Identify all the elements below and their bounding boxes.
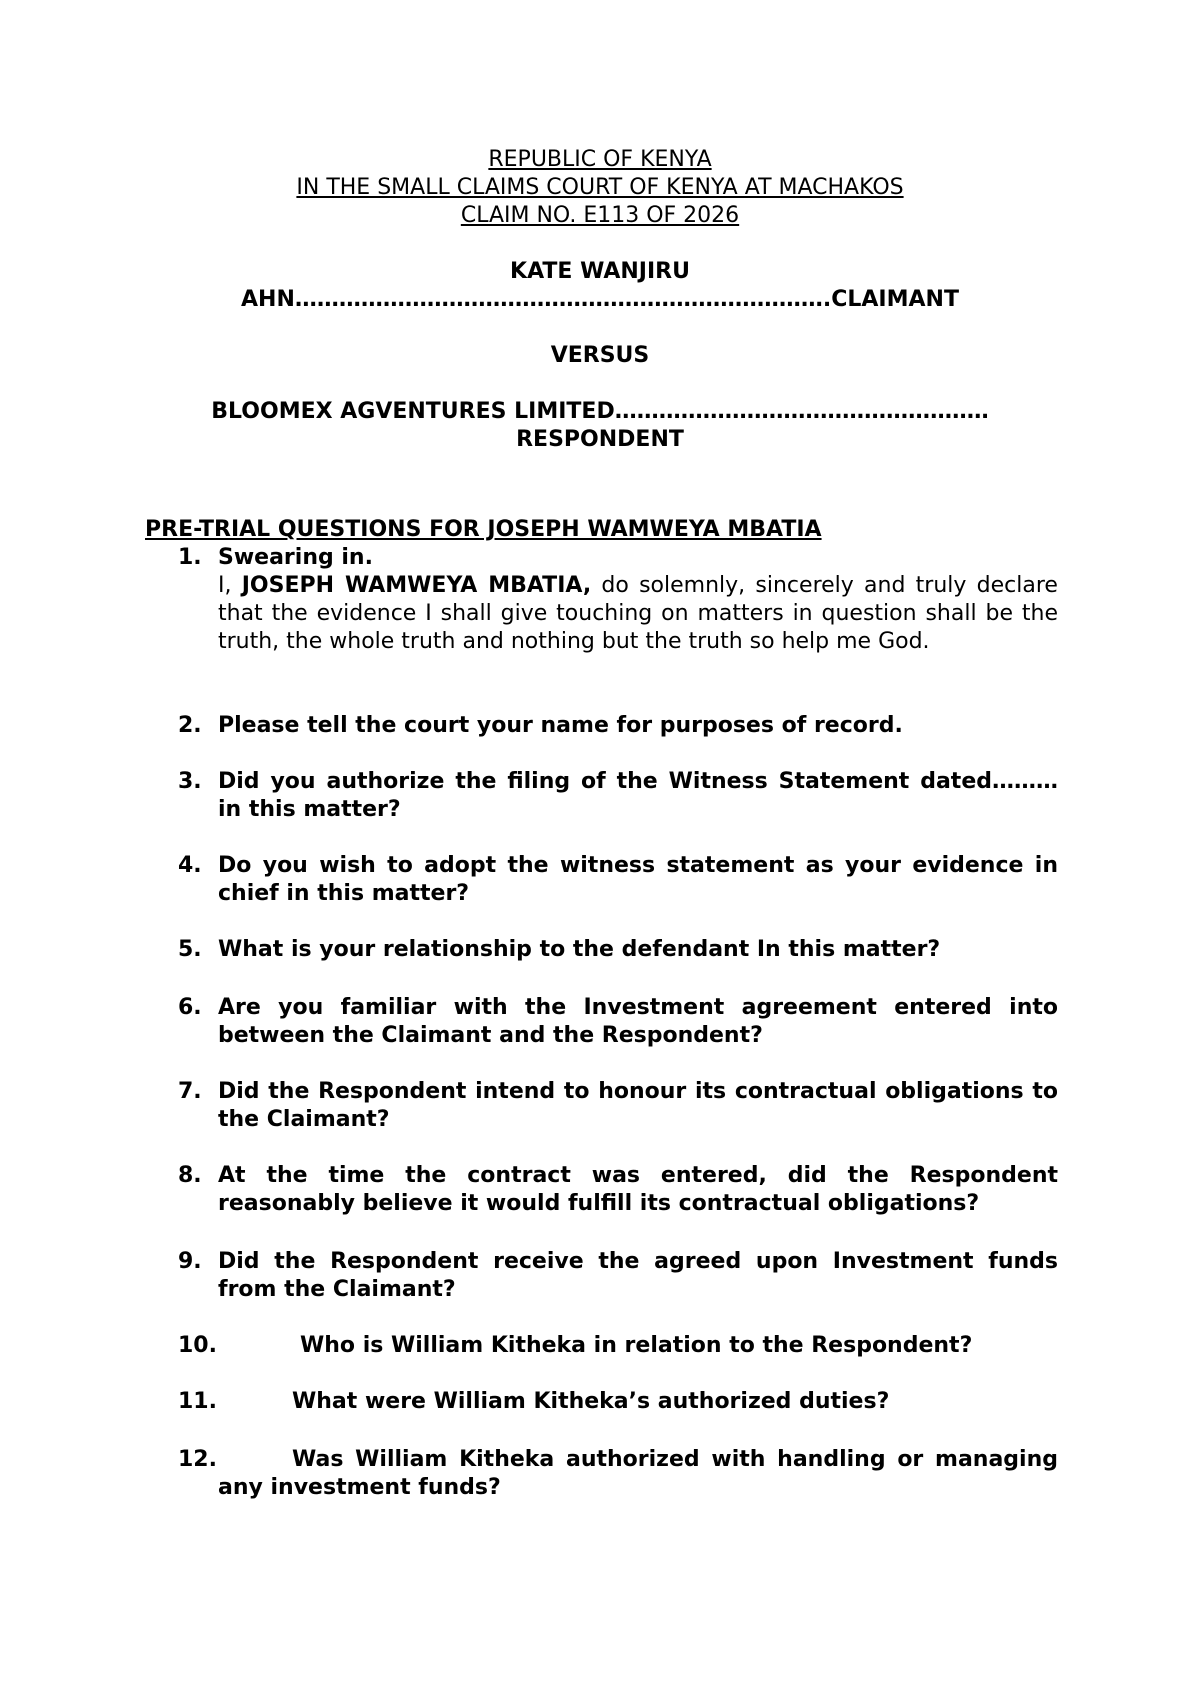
question-text: Do you wish to adopt the witness statement as your evidence in chief in this matter? bbox=[218, 853, 1058, 906]
question-text: Did the Respondent intend to honour its contractual obligations to the Claimant? bbox=[218, 1079, 1058, 1132]
question-number: 11. bbox=[178, 1389, 217, 1414]
question-12 bbox=[178, 1446, 1058, 1502]
question-text: Did you authorize the filing of the Witness Statement dated……… in this matter? bbox=[218, 769, 1058, 822]
oath-name: JOSEPH WAMWEYA MBATIA, bbox=[241, 573, 592, 598]
question-number: 7. bbox=[178, 1079, 202, 1104]
question-text: Who is William Kitheka in relation to the Respondent? bbox=[300, 1333, 973, 1358]
question-text: Please tell the court your name for purposes of record. bbox=[218, 713, 903, 738]
claimant-name: KATE WANJIRU bbox=[510, 259, 690, 284]
question-11 bbox=[178, 1388, 1058, 1416]
question-number: 3. bbox=[178, 769, 202, 794]
claimant-line: AHN……………………………………………………………….CLAIMANT bbox=[241, 287, 959, 312]
oath-prefix: I, bbox=[218, 573, 242, 598]
question-10 bbox=[178, 1332, 1058, 1360]
question-text: What were William Kitheka’s authorized duties? bbox=[292, 1389, 890, 1414]
question-title: Swearing in. bbox=[218, 545, 373, 570]
respondent-line: BLOOMEX AGVENTURES LIMITED…………………………………………… bbox=[211, 399, 989, 424]
question-8 bbox=[178, 1162, 1058, 1218]
header-republic: REPUBLIC OF KENYA bbox=[488, 147, 712, 172]
versus-label: VERSUS bbox=[550, 343, 650, 368]
question-number: 2. bbox=[178, 713, 202, 738]
question-number: 10. bbox=[178, 1333, 217, 1358]
header-claim-number: CLAIM NO. E113 OF 2026 bbox=[460, 203, 740, 228]
header-court: IN THE SMALL CLAIMS COURT OF KENYA AT MACHAKOS bbox=[296, 175, 904, 200]
question-4 bbox=[178, 852, 1058, 908]
respondent-label: RESPONDENT bbox=[516, 427, 684, 452]
question-1 bbox=[178, 544, 1058, 656]
question-text: What is your relationship to the defendant In this matter? bbox=[218, 937, 941, 962]
question-text: At the time the contract was entered, did the Respondent reasonably believe it would fulfill its contractual obligations? bbox=[218, 1163, 1058, 1216]
question-5 bbox=[178, 936, 1058, 964]
section-title: PRE-TRIAL QUESTIONS FOR JOSEPH WAMWEYA MBATIA bbox=[145, 517, 822, 542]
question-number: 12. bbox=[178, 1447, 217, 1472]
question-text: Did the Respondent receive the agreed upon Investment funds from the Claimant? bbox=[218, 1249, 1058, 1302]
question-9 bbox=[178, 1248, 1058, 1304]
oath-paragraph bbox=[218, 572, 1058, 656]
question-2 bbox=[178, 712, 1058, 740]
question-text: Was William Kitheka authorized with handling or managing any investment funds? bbox=[218, 1447, 1058, 1500]
question-3 bbox=[178, 768, 1058, 824]
question-number: 9. bbox=[178, 1249, 202, 1274]
question-6 bbox=[178, 994, 1058, 1050]
question-number: 5. bbox=[178, 937, 202, 962]
question-number: 1. bbox=[178, 545, 202, 570]
question-7 bbox=[178, 1078, 1058, 1134]
question-text: Are you familiar with the Investment agreement entered into between the Claimant and the Respondent? bbox=[218, 995, 1058, 1048]
oath-text: do solemnly, sincerely and truly declare that the evidence I shall give touching on matters in question shall be the truth, the whole truth and nothing but the truth so help me God. bbox=[218, 573, 1058, 654]
question-number: 4. bbox=[178, 853, 202, 878]
question-number: 8. bbox=[178, 1163, 202, 1188]
question-number: 6. bbox=[178, 995, 202, 1020]
